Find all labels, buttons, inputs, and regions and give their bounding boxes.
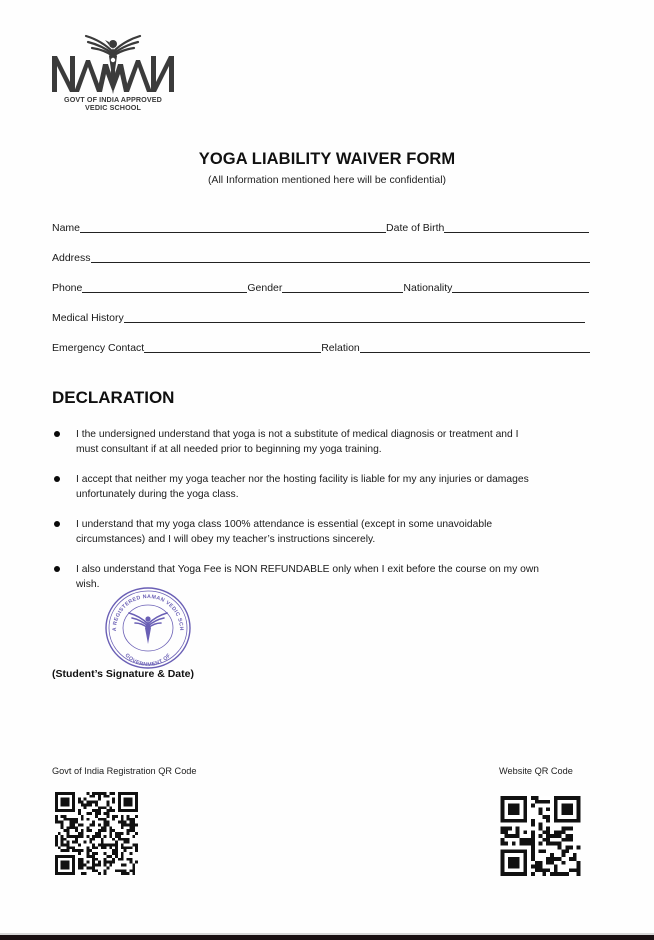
bullet-icon — [54, 566, 60, 572]
stamp-bottom-text: GOVERNMENT OF — [123, 652, 173, 669]
svg-text:GOVERNMENT OF — [124, 652, 173, 668]
qr-code-icon — [500, 796, 581, 876]
school-logo — [50, 30, 176, 115]
address-field[interactable] — [91, 251, 590, 263]
gender-input[interactable] — [282, 282, 402, 293]
form-subtitle: (All Information mentioned here will be confidential) — [207, 174, 447, 186]
emergency-contact-input[interactable] — [144, 342, 320, 353]
qr-code-icon — [53, 792, 140, 875]
relation-field[interactable] — [360, 341, 590, 353]
form-row-phone-gender-nationality — [52, 280, 589, 294]
bullet-icon — [54, 521, 60, 527]
declaration-item-line1: I also understand that Yoga Fee is NON REFUNDABLE only when I exit before the course on my own — [76, 564, 540, 575]
bullet-icon — [54, 431, 60, 437]
nationality-input[interactable] — [452, 282, 572, 293]
website-qr-label: Website QR Code — [499, 766, 573, 776]
form-row-address — [52, 250, 590, 264]
address-label: Address — [52, 252, 91, 264]
dob-field[interactable] — [444, 221, 589, 233]
gender-field[interactable] — [282, 281, 403, 293]
dob-label: Date of Birth — [386, 222, 445, 234]
stamp-top-text: A REGISTERED NAMAN VEDIC SCH — [111, 593, 185, 632]
bullet-icon — [54, 476, 60, 482]
logo-tagline-line1: GOVT OF INDIA APPROVED — [64, 95, 162, 104]
relation-label: Relation — [321, 342, 360, 354]
gender-label: Gender — [247, 282, 283, 294]
declaration-item-text — [76, 517, 588, 547]
medical-history-label: Medical History — [52, 312, 124, 324]
govt-registration-qr-code[interactable] — [53, 792, 140, 875]
nationality-field[interactable] — [452, 281, 589, 293]
declaration-heading: DECLARATION — [52, 388, 175, 407]
website-qr-code[interactable] — [500, 796, 581, 876]
relation-input[interactable] — [360, 342, 574, 353]
phone-label: Phone — [52, 282, 83, 294]
stamp-seal-icon — [104, 586, 192, 670]
name-field[interactable] — [80, 221, 386, 233]
form-title: YOGA LIABILITY WAIVER FORM — [198, 150, 456, 168]
signature-label: (Student’s Signature & Date) — [52, 668, 194, 680]
logo-tagline-line2: VEDIC SCHOOL — [85, 103, 141, 112]
name-label: Name — [52, 222, 81, 234]
declaration-item-line2: wish. — [76, 579, 100, 590]
address-input[interactable] — [91, 252, 575, 263]
emergency-contact-field[interactable] — [144, 341, 321, 353]
form-row-emergency-relation — [52, 340, 590, 354]
medical-history-field[interactable] — [124, 311, 585, 323]
bottom-bar — [0, 935, 654, 940]
declaration-item-line1: I accept that neither my yoga teacher nor the hosting facility is liable for my any injuries or damages — [76, 474, 529, 485]
declaration-item-line1: I the undersigned understand that yoga is not a substitute of medical diagnosis or treatment and I — [76, 429, 519, 440]
form-row-name-dob — [52, 220, 589, 234]
declaration-item-text — [76, 472, 588, 502]
nationality-label: Nationality — [403, 282, 453, 294]
declaration-item-line2: must consultant if at all needed prior to beginning my yoga training. — [76, 444, 382, 455]
phone-field[interactable] — [82, 281, 247, 293]
school-stamp — [104, 586, 192, 670]
declaration-item-line2: circumstances) and I will obey my teacher’s instructions sincerely. — [76, 534, 376, 545]
phone-input[interactable] — [82, 282, 246, 293]
declaration-item-line1: I understand that my yoga class 100% attendance is essential (except in some unavoidable — [76, 519, 493, 530]
eagle-emblem-icon — [50, 30, 176, 96]
form-row-medical-history — [52, 310, 585, 324]
emergency-contact-label: Emergency Contact — [52, 342, 145, 354]
dob-input[interactable] — [444, 222, 568, 233]
govt-qr-label: Govt of India Registration QR Code — [52, 766, 197, 776]
declaration-item-text — [76, 427, 588, 457]
declaration-item-line2: unfortunately during the yoga class. — [76, 489, 239, 500]
medical-history-input[interactable] — [124, 312, 568, 323]
name-input[interactable] — [80, 222, 384, 233]
